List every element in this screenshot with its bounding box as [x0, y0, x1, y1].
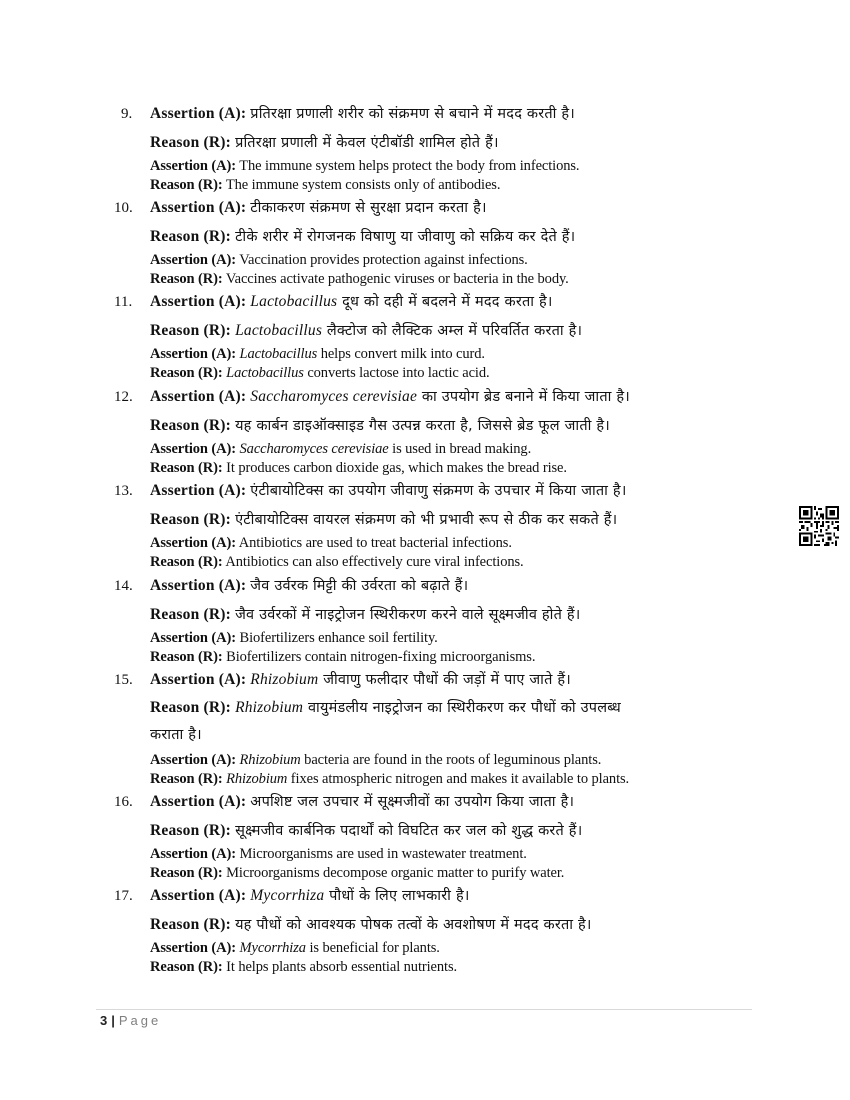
english-assertion: Assertion (A): Vaccination provides protection against infections.: [150, 252, 528, 268]
hindi-reason: Reason (R): एंटीबायोटिक्स वायरल संक्रमण को भी प्रभावी रूप से ठीक कर सकते हैं।: [150, 511, 618, 528]
english-assertion: Assertion (A): Antibiotics are used to treat bacterial infections.: [150, 535, 512, 551]
question-number: 15.: [114, 672, 133, 688]
english-assertion: Assertion (A): Rhizobium bacteria are found in the roots of leguminous plants.: [150, 752, 602, 768]
question-number: 10.: [114, 200, 133, 216]
question-number: 16.: [114, 794, 133, 810]
hindi-reason: Reason (R): Lactobacillus लैक्टोज को लैक्टिक अम्ल में परिवर्तित करता है।: [150, 322, 583, 339]
question-number: 17.: [114, 888, 133, 904]
page-number: 3: [100, 1013, 108, 1028]
footer-separator: |: [111, 1013, 115, 1028]
hindi-assertion: Assertion (A): जैव उर्वरक मिट्टी की उर्वरता को बढ़ाते हैं।: [150, 577, 469, 594]
hindi-reason: Reason (R): यह कार्बन डाइऑक्साइड गैस उत्पन्न करता है, जिससे ब्रेड फूल जाती है।: [150, 417, 610, 434]
english-reason: Reason (R): Microorganisms decompose organic matter to purify water.: [150, 865, 565, 881]
english-reason: Reason (R): It produces carbon dioxide gas, which makes the bread rise.: [150, 460, 567, 476]
english-assertion: Assertion (A): Saccharomyces cerevisiae is used in bread making.: [150, 441, 532, 457]
english-reason: Reason (R): Lactobacillus converts lactose into lactic acid.: [150, 365, 490, 381]
english-assertion: Assertion (A): Microorganisms are used in wastewater treatment.: [150, 846, 527, 862]
hindi-assertion: Assertion (A): Saccharomyces cerevisiae का उपयोग ब्रेड बनाने में किया जाता है।: [150, 388, 630, 405]
hindi-reason: Reason (R): टीके शरीर में रोगजनक विषाणु या जीवाणु को सक्रिय कर देते हैं।: [150, 228, 576, 245]
page-label: Page: [118, 1013, 162, 1028]
hindi-assertion: Assertion (A): प्रतिरक्षा प्रणाली शरीर को संक्रमण से बचाने में मदद करती है।: [150, 105, 575, 122]
english-assertion: Assertion (A): Lactobacillus helps convert milk into curd.: [150, 346, 485, 362]
hindi-assertion: Assertion (A): Rhizobium जीवाणु फलीदार पौधों की जड़ों में पाए जाते हैं।: [150, 671, 571, 688]
hindi-reason: Reason (R): यह पौधों को आवश्यक पोषक तत्वों के अवशोषण में मदद करता है।: [150, 916, 592, 933]
hindi-assertion: Assertion (A): एंटीबायोटिक्स का उपयोग जीवाणु संक्रमण के उपचार में किया जाता है।: [150, 482, 627, 499]
page-footer: [100, 1013, 161, 1028]
english-assertion: Assertion (A): The immune system helps protect the body from infections.: [150, 158, 580, 174]
footer-divider: [96, 1009, 752, 1010]
english-reason: Reason (R): The immune system consists only of antibodies.: [150, 177, 501, 193]
hindi-assertion: Assertion (A): Mycorrhiza पौधों के लिए लाभकारी है।: [150, 887, 470, 904]
hindi-reason-continued: कराता है।: [150, 727, 202, 743]
english-reason: Reason (R): Antibiotics can also effectively cure viral infections.: [150, 554, 524, 570]
hindi-reason: Reason (R): सूक्ष्मजीव कार्बनिक पदार्थों को विघटित कर जल को शुद्ध करते हैं।: [150, 822, 583, 839]
english-reason: Reason (R): Biofertilizers contain nitrogen-fixing microorganisms.: [150, 649, 536, 665]
question-number: 13.: [114, 483, 133, 499]
qr-code-icon[interactable]: [799, 506, 839, 546]
question-number: 12.: [114, 389, 133, 405]
hindi-assertion: Assertion (A): टीकाकरण संक्रमण से सुरक्षा प्रदान करता है।: [150, 199, 487, 216]
english-reason: Reason (R): It helps plants absorb essential nutrients.: [150, 959, 458, 975]
english-assertion: Assertion (A): Mycorrhiza is beneficial for plants.: [150, 940, 440, 956]
hindi-reason: Reason (R): जैव उर्वरकों में नाइट्रोजन स्थिरीकरण करने वाले सूक्ष्मजीव होते हैं।: [150, 606, 581, 623]
hindi-assertion: Assertion (A): अपशिष्ट जल उपचार में सूक्ष्मजीवों का उपयोग किया जाता है।: [150, 793, 575, 810]
english-reason: Reason (R): Rhizobium fixes atmospheric nitrogen and makes it available to plants.: [150, 771, 630, 787]
hindi-reason: Reason (R): Rhizobium वायुमंडलीय नाइट्रोजन का स्थिरीकरण कर पौधों को उपलब्ध: [150, 699, 621, 716]
question-number: 14.: [114, 578, 133, 594]
hindi-reason: Reason (R): प्रतिरक्षा प्रणाली में केवल एंटीबॉडी शामिल होते हैं।: [150, 134, 499, 151]
hindi-assertion: Assertion (A): Lactobacillus दूध को दही में बदलने में मदद करता है।: [150, 293, 553, 310]
question-number: 9.: [121, 106, 133, 122]
english-assertion: Assertion (A): Biofertilizers enhance soil fertility.: [150, 630, 438, 646]
question-number: 11.: [114, 294, 133, 310]
english-reason: Reason (R): Vaccines activate pathogenic viruses or bacteria in the body.: [150, 271, 569, 287]
